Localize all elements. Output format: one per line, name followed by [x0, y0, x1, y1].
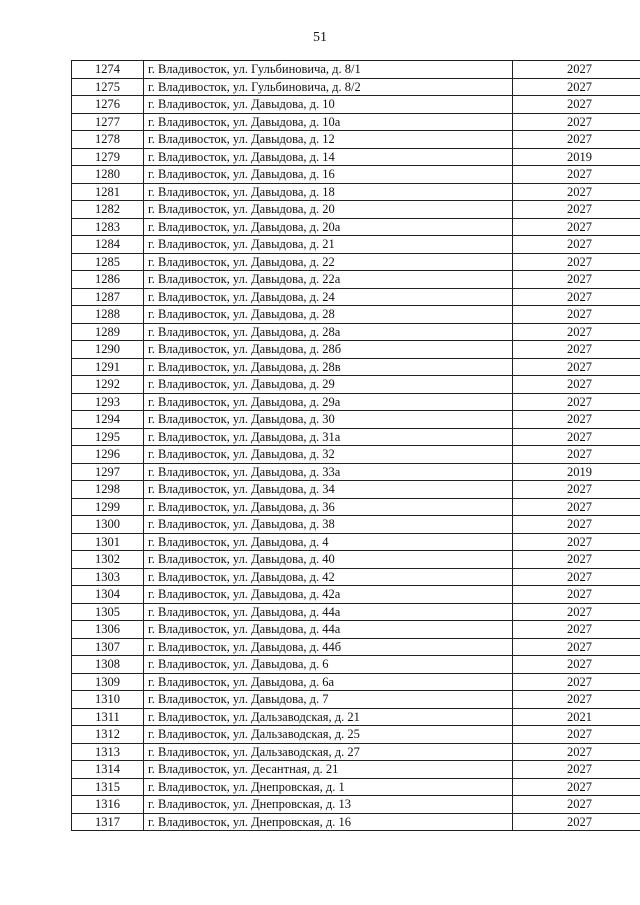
table-row: [72, 288, 640, 306]
address-table: [71, 60, 640, 831]
address-cell: г. Владивосток, ул. Днепровская, д. 13: [144, 796, 513, 814]
row-number-cell: 1299: [72, 498, 144, 516]
table-row: [72, 411, 640, 429]
year-cell: 2027: [513, 743, 640, 761]
row-number-cell: 1285: [72, 253, 144, 271]
year-cell: 2019: [513, 148, 640, 166]
year-cell: 2027: [513, 586, 640, 604]
address-cell: г. Владивосток, ул. Дальзаводская, д. 25: [144, 726, 513, 744]
row-number-cell: 1302: [72, 551, 144, 569]
row-number-cell: 1306: [72, 621, 144, 639]
row-number-cell: 1279: [72, 148, 144, 166]
row-number-cell: 1308: [72, 656, 144, 674]
row-number-cell: 1307: [72, 638, 144, 656]
address-cell: г. Владивосток, ул. Давыдова, д. 10а: [144, 113, 513, 131]
row-number-cell: 1287: [72, 288, 144, 306]
year-cell: 2027: [513, 428, 640, 446]
table-row: [72, 778, 640, 796]
table-row: [72, 656, 640, 674]
year-cell: 2027: [513, 288, 640, 306]
row-number-cell: 1280: [72, 166, 144, 184]
table-row: [72, 323, 640, 341]
table-row: [72, 61, 640, 79]
table-row: [72, 708, 640, 726]
table-row: [72, 218, 640, 236]
row-number-cell: 1274: [72, 61, 144, 79]
year-cell: 2027: [513, 481, 640, 499]
table-row: [72, 568, 640, 586]
year-cell: 2027: [513, 691, 640, 709]
row-number-cell: 1298: [72, 481, 144, 499]
address-cell: г. Владивосток, ул. Давыдова, д. 42: [144, 568, 513, 586]
address-cell: г. Владивосток, ул. Давыдова, д. 28б: [144, 341, 513, 359]
table-row: [72, 481, 640, 499]
row-number-cell: 1289: [72, 323, 144, 341]
row-number-cell: 1296: [72, 446, 144, 464]
address-cell: г. Владивосток, ул. Давыдова, д. 16: [144, 166, 513, 184]
table-row: [72, 113, 640, 131]
row-number-cell: 1284: [72, 236, 144, 254]
year-cell: 2027: [513, 358, 640, 376]
table-row: [72, 358, 640, 376]
row-number-cell: 1281: [72, 183, 144, 201]
year-cell: 2027: [513, 551, 640, 569]
year-cell: 2027: [513, 638, 640, 656]
year-cell: 2027: [513, 166, 640, 184]
year-cell: 2027: [513, 218, 640, 236]
year-cell: 2027: [513, 183, 640, 201]
year-cell: 2027: [513, 603, 640, 621]
table-row: [72, 743, 640, 761]
address-cell: г. Владивосток, ул. Дальзаводская, д. 21: [144, 708, 513, 726]
table-row: [72, 271, 640, 289]
row-number-cell: 1282: [72, 201, 144, 219]
table-row: [72, 183, 640, 201]
row-number-cell: 1286: [72, 271, 144, 289]
year-cell: 2027: [513, 323, 640, 341]
row-number-cell: 1314: [72, 761, 144, 779]
row-number-cell: 1310: [72, 691, 144, 709]
address-cell: г. Владивосток, ул. Давыдова, д. 12: [144, 131, 513, 149]
address-cell: г. Владивосток, ул. Давыдова, д. 29: [144, 376, 513, 394]
table-row: [72, 148, 640, 166]
year-cell: 2027: [513, 621, 640, 639]
row-number-cell: 1292: [72, 376, 144, 394]
address-cell: г. Владивосток, ул. Давыдова, д. 22а: [144, 271, 513, 289]
row-number-cell: 1309: [72, 673, 144, 691]
year-cell: 2027: [513, 253, 640, 271]
year-cell: 2027: [513, 61, 640, 79]
address-cell: г. Владивосток, ул. Давыдова, д. 40: [144, 551, 513, 569]
row-number-cell: 1283: [72, 218, 144, 236]
address-cell: г. Владивосток, ул. Гульбиновича, д. 8/1: [144, 61, 513, 79]
row-number-cell: 1301: [72, 533, 144, 551]
address-cell: г. Владивосток, ул. Давыдова, д. 20а: [144, 218, 513, 236]
row-number-cell: 1277: [72, 113, 144, 131]
row-number-cell: 1294: [72, 411, 144, 429]
row-number-cell: 1290: [72, 341, 144, 359]
table-row: [72, 726, 640, 744]
year-cell: 2027: [513, 761, 640, 779]
address-cell: г. Владивосток, ул. Давыдова, д. 38: [144, 516, 513, 534]
address-cell: г. Владивосток, ул. Давыдова, д. 10: [144, 96, 513, 114]
year-cell: 2027: [513, 78, 640, 96]
table-row: [72, 673, 640, 691]
row-number-cell: 1315: [72, 778, 144, 796]
table-row: [72, 813, 640, 831]
table-row: [72, 498, 640, 516]
address-cell: г. Владивосток, ул. Давыдова, д. 42а: [144, 586, 513, 604]
year-cell: 2027: [513, 498, 640, 516]
table-row: [72, 533, 640, 551]
table-row: [72, 393, 640, 411]
year-cell: 2027: [513, 673, 640, 691]
address-cell: г. Владивосток, ул. Днепровская, д. 16: [144, 813, 513, 831]
address-cell: г. Владивосток, ул. Давыдова, д. 18: [144, 183, 513, 201]
address-cell: г. Владивосток, ул. Давыдова, д. 6: [144, 656, 513, 674]
row-number-cell: 1276: [72, 96, 144, 114]
address-cell: г. Владивосток, ул. Давыдова, д. 30: [144, 411, 513, 429]
year-cell: 2027: [513, 236, 640, 254]
year-cell: 2027: [513, 306, 640, 324]
row-number-cell: 1317: [72, 813, 144, 831]
table-row: [72, 428, 640, 446]
table-row: [72, 236, 640, 254]
row-number-cell: 1288: [72, 306, 144, 324]
address-cell: г. Владивосток, ул. Давыдова, д. 7: [144, 691, 513, 709]
year-cell: 2027: [513, 411, 640, 429]
row-number-cell: 1313: [72, 743, 144, 761]
year-cell: 2027: [513, 656, 640, 674]
table-row: [72, 306, 640, 324]
table-row: [72, 341, 640, 359]
year-cell: 2027: [513, 726, 640, 744]
table-row: [72, 516, 640, 534]
table-row: [72, 96, 640, 114]
table-row: [72, 603, 640, 621]
year-cell: 2027: [513, 446, 640, 464]
address-cell: г. Владивосток, ул. Давыдова, д. 31а: [144, 428, 513, 446]
year-cell: 2027: [513, 341, 640, 359]
address-cell: г. Владивосток, ул. Давыдова, д. 20: [144, 201, 513, 219]
address-cell: г. Владивосток, ул. Давыдова, д. 33а: [144, 463, 513, 481]
year-cell: 2027: [513, 393, 640, 411]
address-cell: г. Владивосток, ул. Десантная, д. 21: [144, 761, 513, 779]
row-number-cell: 1278: [72, 131, 144, 149]
page-number: 51: [313, 30, 327, 45]
table-row: [72, 78, 640, 96]
address-cell: г. Владивосток, ул. Дальзаводская, д. 27: [144, 743, 513, 761]
address-cell: г. Владивосток, ул. Днепровская, д. 1: [144, 778, 513, 796]
address-cell: г. Владивосток, ул. Давыдова, д. 44б: [144, 638, 513, 656]
table-row: [72, 131, 640, 149]
year-cell: 2027: [513, 533, 640, 551]
address-cell: г. Владивосток, ул. Давыдова, д. 6а: [144, 673, 513, 691]
address-cell: г. Владивосток, ул. Давыдова, д. 4: [144, 533, 513, 551]
year-cell: 2027: [513, 813, 640, 831]
table-row: [72, 253, 640, 271]
year-cell: 2027: [513, 568, 640, 586]
address-cell: г. Владивосток, ул. Давыдова, д. 28а: [144, 323, 513, 341]
row-number-cell: 1304: [72, 586, 144, 604]
year-cell: 2027: [513, 96, 640, 114]
address-cell: г. Владивосток, ул. Давыдова, д. 29а: [144, 393, 513, 411]
address-cell: г. Владивосток, ул. Давыдова, д. 21: [144, 236, 513, 254]
year-cell: 2019: [513, 463, 640, 481]
address-cell: г. Владивосток, ул. Гульбиновича, д. 8/2: [144, 78, 513, 96]
row-number-cell: 1297: [72, 463, 144, 481]
row-number-cell: 1311: [72, 708, 144, 726]
row-number-cell: 1291: [72, 358, 144, 376]
table-row: [72, 201, 640, 219]
address-cell: г. Владивосток, ул. Давыдова, д. 36: [144, 498, 513, 516]
table-row: [72, 551, 640, 569]
table-row: [72, 761, 640, 779]
address-cell: г. Владивосток, ул. Давыдова, д. 28в: [144, 358, 513, 376]
table-row: [72, 796, 640, 814]
row-number-cell: 1305: [72, 603, 144, 621]
table-row: [72, 376, 640, 394]
row-number-cell: 1275: [72, 78, 144, 96]
year-cell: 2027: [513, 796, 640, 814]
year-cell: 2021: [513, 708, 640, 726]
address-cell: г. Владивосток, ул. Давыдова, д. 28: [144, 306, 513, 324]
row-number-cell: 1312: [72, 726, 144, 744]
year-cell: 2027: [513, 201, 640, 219]
table-row: [72, 446, 640, 464]
year-cell: 2027: [513, 516, 640, 534]
address-cell: г. Владивосток, ул. Давыдова, д. 24: [144, 288, 513, 306]
table-row: [72, 586, 640, 604]
year-cell: 2027: [513, 113, 640, 131]
year-cell: 2027: [513, 778, 640, 796]
table-row: [72, 463, 640, 481]
address-cell: г. Владивосток, ул. Давыдова, д. 32: [144, 446, 513, 464]
table-row: [72, 166, 640, 184]
address-cell: г. Владивосток, ул. Давыдова, д. 34: [144, 481, 513, 499]
year-cell: 2027: [513, 131, 640, 149]
row-number-cell: 1300: [72, 516, 144, 534]
address-cell: г. Владивосток, ул. Давыдова, д. 44а: [144, 603, 513, 621]
row-number-cell: 1293: [72, 393, 144, 411]
year-cell: 2027: [513, 271, 640, 289]
year-cell: 2027: [513, 376, 640, 394]
row-number-cell: 1316: [72, 796, 144, 814]
address-cell: г. Владивосток, ул. Давыдова, д. 44а: [144, 621, 513, 639]
address-cell: г. Владивосток, ул. Давыдова, д. 14: [144, 148, 513, 166]
row-number-cell: 1303: [72, 568, 144, 586]
address-cell: г. Владивосток, ул. Давыдова, д. 22: [144, 253, 513, 271]
table-row: [72, 638, 640, 656]
table-row: [72, 621, 640, 639]
table-row: [72, 691, 640, 709]
row-number-cell: 1295: [72, 428, 144, 446]
